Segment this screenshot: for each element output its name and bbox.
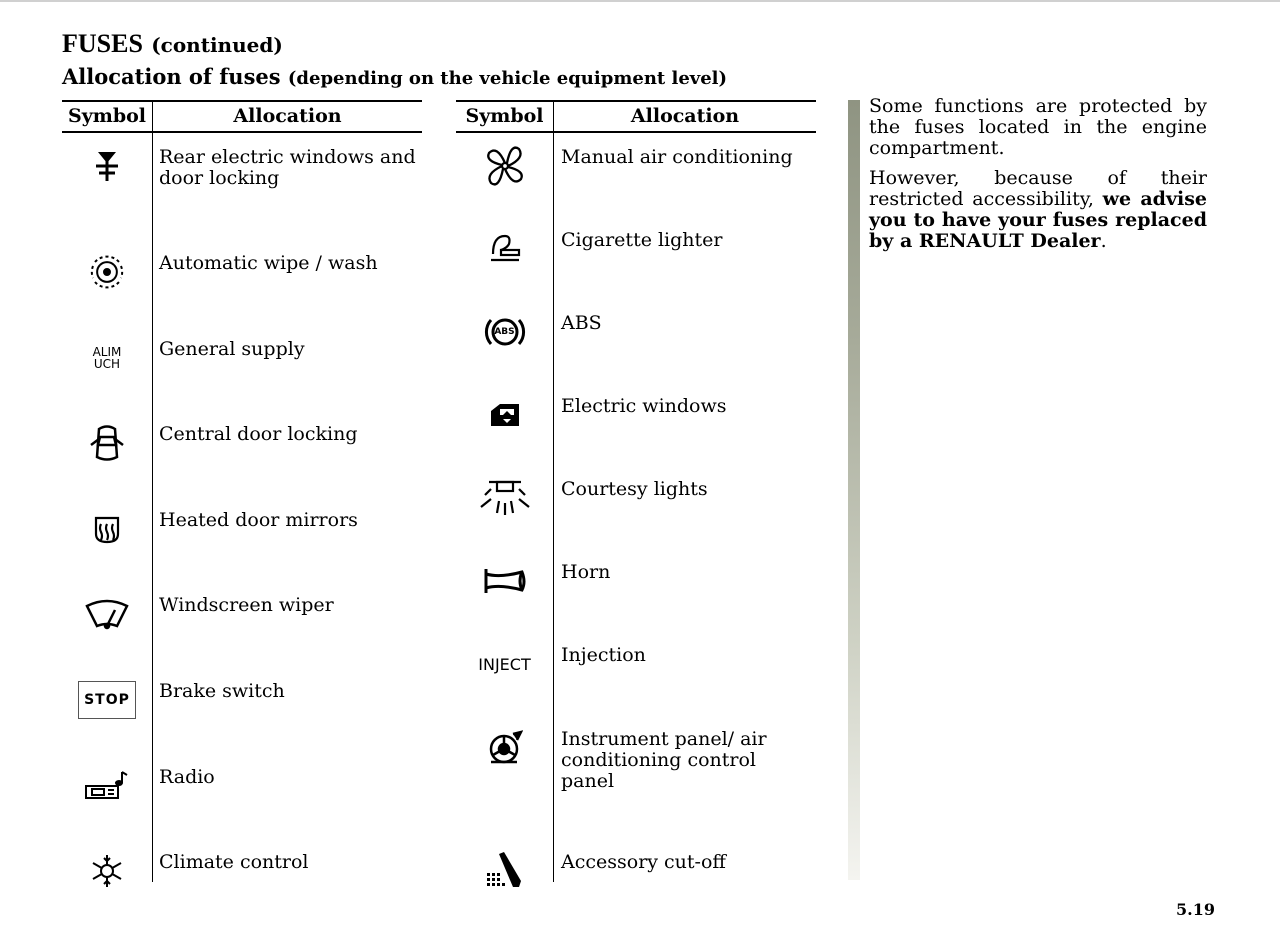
inject-label: INJECT — [478, 654, 531, 674]
table-row — [456, 849, 816, 909]
allocation-text: Heated door mirrors — [159, 509, 358, 531]
general-supply-label: UCH — [93, 357, 121, 371]
allocation-text: General supply — [159, 338, 305, 360]
table-row — [456, 393, 816, 453]
allocation-text: Instrument panel/ air conditioning control panel — [561, 728, 767, 792]
stop-icon — [62, 678, 152, 722]
page-title — [62, 28, 283, 61]
horn-icon — [456, 559, 553, 603]
general-supply-label: ALIM — [92, 345, 122, 359]
header-allocation: Allocation — [630, 105, 740, 127]
page-subtitle — [62, 64, 727, 92]
inject-icon — [456, 642, 553, 686]
windscreen-wiper-icon — [62, 592, 152, 636]
subtitle-main: Allocation of fuses — [62, 64, 281, 89]
allocation-text: Rear electric windows and door locking — [159, 146, 416, 189]
allocation-text: Brake switch — [159, 680, 285, 702]
table-row — [62, 250, 422, 310]
allocation-text: Horn — [561, 561, 611, 583]
fuse-table-left — [62, 100, 422, 882]
header-allocation: Allocation — [233, 105, 342, 127]
general-supply-text — [93, 346, 122, 370]
table-row — [456, 726, 816, 792]
page-number: 5.19 — [1176, 900, 1215, 919]
table-row — [456, 559, 816, 619]
table-row — [62, 678, 422, 738]
auto-wipe-icon — [62, 250, 152, 294]
cigarette-lighter-icon — [456, 227, 553, 271]
abs-icon — [456, 310, 553, 354]
fan-icon — [456, 144, 553, 188]
accessory-cutoff-icon — [456, 849, 553, 893]
table-row — [62, 336, 422, 396]
instrument-panel-icon — [456, 726, 553, 770]
note-paragraph-1: Some functions are protected by the fuses located in the engine compartment. — [869, 95, 1207, 159]
abs-badge — [483, 313, 527, 351]
table-row — [62, 592, 422, 652]
note-p2-bold: we advise you to have your fuses replaced by a RENAULT Dealer — [869, 188, 1207, 252]
stop-label: STOP — [78, 681, 136, 719]
allocation-text: Climate control — [159, 851, 309, 873]
table-row — [62, 421, 422, 481]
allocation-text: Cigarette lighter — [561, 229, 723, 251]
rear-window-lock-icon — [62, 144, 152, 188]
table-row — [456, 310, 816, 370]
table-row — [456, 642, 816, 702]
general-supply-icon — [62, 336, 152, 380]
side-bar — [848, 100, 860, 880]
courtesy-light-icon — [456, 476, 553, 520]
table-row — [456, 227, 816, 287]
central-locking-icon — [62, 421, 152, 465]
allocation-text: Injection — [561, 644, 646, 666]
allocation-text: Accessory cut-off — [561, 851, 726, 873]
fuse-table-right — [456, 100, 816, 882]
heated-mirror-icon — [62, 507, 152, 551]
allocation-text: Manual air conditioning — [561, 146, 793, 168]
header-symbol: Symbol — [67, 105, 147, 127]
header-symbol: Symbol — [465, 105, 544, 127]
table-row — [62, 507, 422, 567]
note-box — [869, 96, 1207, 261]
electric-window-icon — [456, 393, 553, 437]
table-header-rule — [456, 131, 816, 133]
note-paragraph-2 — [869, 168, 1207, 252]
note-p2-normal: However, because of their restricted accessibility, — [869, 167, 1207, 210]
allocation-text: ABS — [561, 312, 602, 334]
climate-control-icon — [62, 849, 152, 893]
allocation-text: Courtesy lights — [561, 478, 708, 500]
table-row — [62, 849, 422, 909]
allocation-text: Central door locking — [159, 423, 358, 445]
allocation-text: Electric windows — [561, 395, 727, 417]
table-row — [456, 476, 816, 536]
abs-label: ABS — [494, 327, 515, 337]
radio-icon — [62, 764, 152, 808]
allocation-text: Windscreen wiper — [159, 594, 334, 616]
title-main: FUSES — [62, 29, 143, 58]
allocation-text: Automatic wipe / wash — [159, 252, 378, 274]
allocation-text: Radio — [159, 766, 215, 788]
table-row — [62, 144, 422, 204]
subtitle-suffix: (depending on the vehicle equipment level) — [287, 68, 728, 89]
note-p2-end: . — [1100, 230, 1107, 252]
title-suffix: (continued) — [151, 33, 283, 57]
table-header-rule — [62, 131, 422, 133]
page-top-border — [0, 0, 1280, 2]
table-row — [62, 764, 422, 824]
table-row — [456, 144, 816, 204]
